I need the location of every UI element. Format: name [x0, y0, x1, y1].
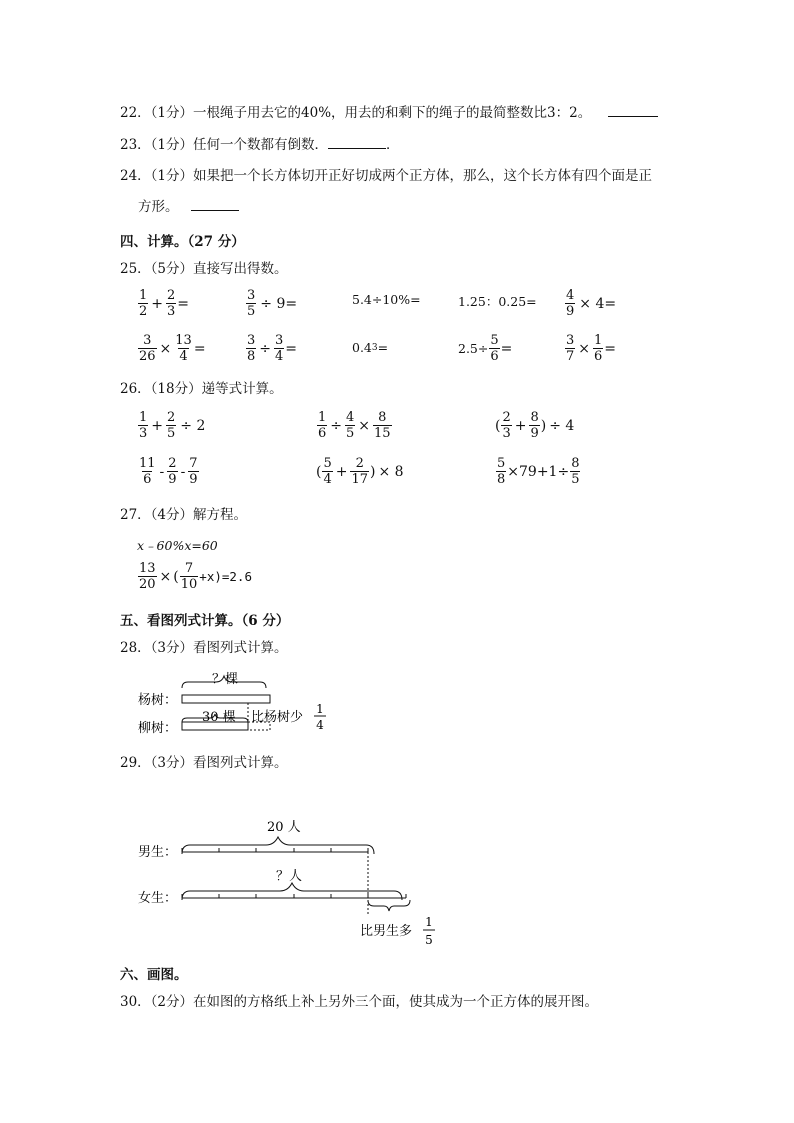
- expression-rest: ÷ 2: [180, 417, 206, 434]
- question-26-title: 26．（18分）递等式计算。: [120, 381, 283, 397]
- equals: =: [193, 340, 206, 357]
- section-5-title: 五、看图列式计算。（6 分）: [120, 613, 290, 629]
- fraction: $\frac{1}{6}$: [594, 333, 603, 364]
- paren: (: [173, 568, 179, 585]
- q25-item-h: [352, 340, 388, 355]
- q27-equation-1: x﹣60%x=60: [137, 538, 218, 553]
- fraction: $\frac{3}{26}$: [139, 333, 156, 364]
- fraction: $\frac{3}{7}$: [566, 333, 575, 364]
- fraction: $\frac{1}{2}$: [139, 288, 148, 319]
- paren: ): [370, 463, 376, 480]
- q25-item-i: [458, 333, 512, 364]
- operator: ×: [578, 340, 591, 357]
- note-numerator: 1: [316, 702, 324, 716]
- brace-girls: [182, 883, 402, 900]
- fraction: $\frac{5}{4}$: [323, 456, 332, 487]
- bar-yang: [182, 695, 270, 703]
- equals: =: [500, 340, 513, 357]
- q25-item-c: 5.4÷10%=: [352, 292, 421, 307]
- q26-item-d: [137, 456, 200, 487]
- diagram-label-row1: 杨树：: [138, 693, 178, 708]
- question-28-title: 28．（3分）看图列式计算。: [120, 640, 288, 656]
- diagram-label-row2: 柳树：: [138, 721, 178, 736]
- q25-item-g: [245, 333, 297, 364]
- diagram-bottom-label: 30 棵: [202, 710, 236, 725]
- q26-item-e: [316, 456, 404, 487]
- question-30-title: 30．（2分）在如图的方格纸上补上另外三个面，使其成为一个正方体的展开图。: [120, 994, 599, 1010]
- q29-diagram: [130, 812, 460, 952]
- fraction: $\frac{8}{5}$: [571, 456, 580, 487]
- paren: ): [540, 417, 547, 434]
- fraction: $\frac{13}{4}$: [175, 333, 192, 364]
- fraction: $\frac{1}{6}$: [318, 410, 327, 441]
- diagram-top1-label: 20 人: [267, 820, 301, 835]
- question-27-title: 27．（4分）解方程。: [120, 507, 248, 523]
- operator: ×: [159, 568, 172, 585]
- fraction: $\frac{3}{8}$: [247, 333, 256, 364]
- brace-extra: [368, 900, 410, 911]
- q25-item-a: [137, 288, 189, 319]
- operator: ×: [358, 417, 371, 434]
- q26-item-f: [495, 456, 581, 487]
- question-22-text: 22．（1分）一根绳子用去它的40%，用去的和剩下的绳子的最简整数比3：2。: [120, 105, 592, 121]
- q26-item-c: [495, 410, 574, 441]
- expression-rest: ÷ 4: [549, 417, 575, 434]
- q25-item-d: 1.25：0.25=: [458, 294, 537, 309]
- expression-rest: ÷ 9=: [260, 295, 298, 312]
- equals: =: [177, 295, 190, 312]
- diagram-label-row2: 女生：: [138, 891, 178, 906]
- section-4-title: 四、计算。（27 分）: [120, 234, 245, 250]
- question-24-text: 方形。: [138, 199, 179, 215]
- note-denominator: 5: [425, 933, 433, 947]
- paren: (: [316, 463, 322, 480]
- fraction: $\frac{2}{9}$: [168, 456, 177, 487]
- operator: ÷: [259, 340, 272, 357]
- operator: ÷: [330, 417, 343, 434]
- expression-pre: 2.5÷: [458, 341, 489, 356]
- diagram-label-row1: 男生：: [138, 845, 178, 860]
- operator: +: [514, 417, 527, 434]
- question-29-title: 29．（3分）看图列式计算。: [120, 755, 288, 771]
- operator: +: [151, 417, 164, 434]
- fraction: $\frac{2}{5}$: [167, 410, 176, 441]
- brace-top: [182, 837, 374, 854]
- expression-rest: × 4=: [579, 295, 617, 312]
- question-23-text: 23．（1分）任何一个数都有倒数．: [120, 137, 329, 153]
- expression-mid: ×79+1÷: [507, 463, 570, 480]
- fraction: $\frac{7}{9}$: [189, 456, 198, 487]
- q25-item-e: [564, 288, 616, 319]
- fraction: $\frac{3}{4}$: [275, 333, 284, 364]
- paren: (: [495, 417, 501, 434]
- ticks-girls: [182, 894, 406, 898]
- operator: +: [335, 463, 348, 480]
- fraction: $\frac{5}{6}$: [490, 333, 499, 364]
- fraction: $\frac{5}{8}$: [497, 456, 506, 487]
- diagram-note: 比男生多: [360, 924, 413, 939]
- q28-diagram: [130, 665, 350, 745]
- note-denominator: 4: [316, 718, 324, 732]
- fraction: $\frac{8}{15}$: [374, 410, 391, 441]
- question-23-tail: ．: [386, 137, 400, 153]
- fraction: $\frac{7}{10}$: [180, 561, 198, 592]
- fraction: $\frac{4}{9}$: [566, 288, 575, 319]
- section-6-title: 六、画图。: [120, 967, 188, 983]
- operator: ×: [159, 340, 172, 357]
- question-24-line1: 24．（1分）如果把一个长方体切开正好切成两个正方体，那么，这个长方体有四个面是正: [120, 168, 653, 184]
- exponent: 3: [371, 342, 378, 353]
- fraction: $\frac{8}{9}$: [530, 410, 539, 441]
- q25-item-b: [245, 288, 297, 319]
- answer-blank[interactable]: [608, 104, 658, 117]
- fraction: $\frac{13}{20}$: [139, 561, 156, 592]
- question-22: [120, 104, 658, 122]
- q26-item-a: [137, 410, 205, 441]
- base: 0.4: [352, 340, 372, 355]
- expression-rest: +x)=2.6: [199, 569, 252, 584]
- equals: =: [377, 340, 389, 355]
- answer-blank[interactable]: [191, 198, 239, 211]
- diagram-top-label: ？棵: [212, 672, 239, 687]
- fraction: $\frac{2}{3}$: [167, 288, 176, 319]
- fraction: $\frac{2}{3}$: [502, 410, 511, 441]
- question-24-line2: [138, 198, 239, 216]
- diagram-top2-label: ？人: [276, 869, 303, 884]
- answer-blank[interactable]: [328, 136, 386, 149]
- ticks-boys: [182, 848, 368, 852]
- fraction: $\frac{11}{6}$: [139, 456, 156, 487]
- fraction: $\frac{4}{5}$: [346, 410, 355, 441]
- operator: -: [180, 463, 186, 480]
- q25-item-f: [137, 333, 206, 364]
- equals: =: [604, 340, 617, 357]
- q27-equation-2: [137, 561, 252, 592]
- diagram-note: 比杨树少: [251, 710, 304, 725]
- operator: +: [151, 295, 164, 312]
- question-23: [120, 136, 400, 154]
- q25-item-j: [564, 333, 616, 364]
- question-25-title: 25．（5分）直接写出得数。: [120, 261, 288, 277]
- expression-rest: × 8: [378, 463, 404, 480]
- fraction: $\frac{3}{5}$: [247, 288, 256, 319]
- note-numerator: 1: [425, 915, 433, 929]
- equals: =: [285, 340, 298, 357]
- fraction: $\frac{1}{3}$: [139, 410, 148, 441]
- q26-item-b: [316, 410, 393, 441]
- operator: -: [159, 463, 165, 480]
- fraction: $\frac{2}{17}$: [351, 456, 369, 487]
